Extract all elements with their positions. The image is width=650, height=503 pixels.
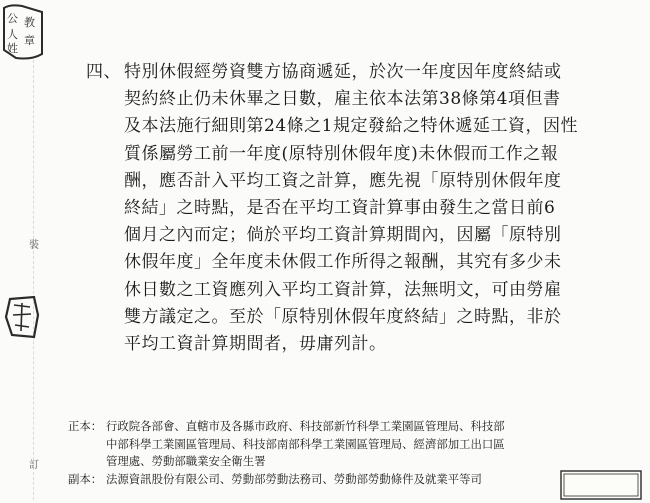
corner-stamp-char: 公 [7, 12, 18, 25]
body-line-text: 休日數之工資應列入平均工資計算，法無明文，可由勞雇 [124, 279, 562, 300]
main-recipient-label: 正本： [68, 419, 103, 433]
body-line-text: 及本法施行細則第24條之1規定發給之特休遞延工資，因性 [124, 116, 578, 137]
distribution-copy-row [68, 471, 628, 489]
binding-line [33, 60, 34, 500]
copy-recipient-text: 法源資訊股份有限公司、勞動部勞動法務司、勞動部勞動條件及就業平等司 [106, 471, 482, 486]
side-seal-icon [4, 295, 40, 339]
body-line-text: 雙方議定之。至於「原特別休假年度終結」之時點，非於 [124, 306, 562, 327]
distribution-main-row [68, 418, 628, 436]
body-line [86, 304, 596, 331]
body-line-text: 酬，應否計入平均工資之計算，應先視「原特別休假年度 [124, 170, 562, 191]
body-line [86, 222, 596, 249]
corner-stamp-char: 姓 [7, 42, 18, 55]
copy-recipient-label: 副本： [68, 471, 103, 486]
main-recipient-text: 中部科學工業園區管理局、科技部南部科學工業園區管理局、經濟部加工出口區 [106, 436, 505, 451]
body-line-text: 質係屬勞工前一年度(原特別休假年度)未休假而工作之報 [124, 143, 559, 164]
body-line [86, 59, 596, 86]
body-line [86, 331, 596, 358]
binding-mark-lower: 訂 [29, 460, 39, 471]
corner-stamp-char: 教 [24, 16, 35, 29]
header-remnant [340, 2, 640, 16]
body-line-text: 特別休假經勞資雙方協商遞延，於次一年度因年度終結或 [124, 62, 562, 82]
body-line-text: 休假年度」全年度未休假工作所得之報酬，其究有多少未 [124, 252, 562, 273]
corner-stamp-char: 人 [7, 28, 18, 41]
body-line [86, 168, 596, 195]
body-line-text: 個月之內而定；倘於平均工資計算期間內，因屬「原特別 [124, 225, 562, 246]
main-recipient-text: 管理處、勞動部職業安全衛生署 [106, 454, 266, 469]
receive-stamp-icon [560, 470, 642, 500]
distribution-list [68, 418, 628, 488]
body-paragraph [86, 59, 596, 358]
body-line [86, 113, 596, 140]
binding-mark-upper: 裝 [29, 240, 39, 251]
main-recipient-text: 行政院各部會、直轄市及各縣市政府、科技部新竹科學工業園區管理局、科技部 [106, 419, 505, 433]
body-line-text: 終結」之時點，是否在平均工資計算事由發生之當日前6 [124, 197, 556, 218]
item-number: 四、 [86, 62, 121, 82]
corner-stamp-icon [2, 2, 46, 62]
body-line [86, 249, 596, 276]
corner-stamp-char: 章 [24, 34, 35, 47]
body-line [86, 195, 596, 222]
body-line-text: 平均工資計算期間者，毋庸列計。 [124, 333, 387, 354]
body-line [86, 141, 596, 168]
body-line-text: 契約終止仍未休畢之日數，雇主依本法第38條第4項但書 [124, 89, 561, 110]
body-line [86, 86, 596, 113]
body-line [86, 277, 596, 304]
